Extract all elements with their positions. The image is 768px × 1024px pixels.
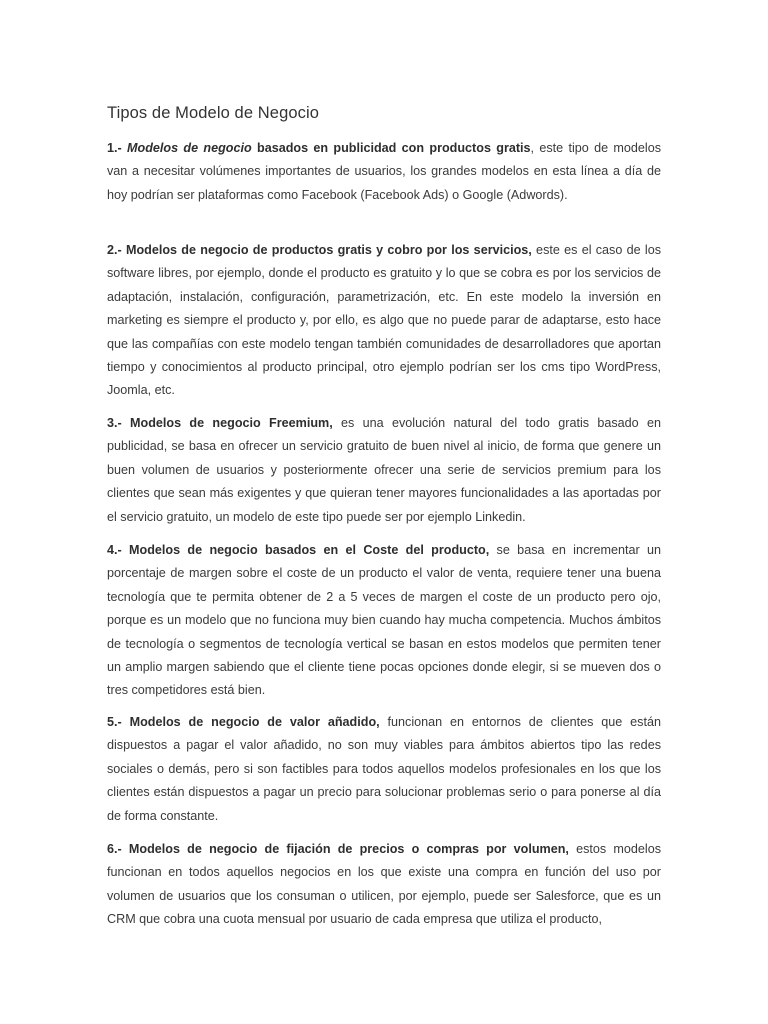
paragraph-4-lead: Modelos de negocio basados en el Coste del producto, xyxy=(129,543,490,557)
paragraph-1-body: , este tipo de modelos van a necesitar volúmenes importantes de usuarios, los grandes modelos en esta línea a día de hoy podrían ser plataformas como Facebook (Facebook Ads) o Google (Adwords). xyxy=(107,141,661,202)
paragraph-3-lead: Modelos de negocio Freemium, xyxy=(130,416,333,430)
paragraph-5-body: funcionan en entornos de clientes que están dispuestos a pagar el valor añadido, no son muy viables para ámbitos abiertos tipo las redes sociales o demás, pero si son factibles para todos aquellos modelos profesionales en los que los clientes están dispuestos a pagar un precio para solucionar problemas serio o para ponerse al día de forma constante. xyxy=(107,715,661,823)
paragraph-5 xyxy=(107,711,661,828)
paragraph-4-body: se basa en incrementar un porcentaje de margen sobre el coste de un producto el valor de venta, requiere tener una buena tecnología que te permita obtener de 2 a 5 veces de margen el coste de un producto pero ojo, porque es un modelo que no funciona muy bien cuando hay mucha competencia. Muchos ámbitos de tecnología o segmentos de tecnología vertical se basan en estos modelos que permiten tener un amplio margen sabiendo que el cliente tiene pocas opciones donde elegir, si se mueven dos o tres competidores está bien. xyxy=(107,543,661,698)
paragraph-4 xyxy=(107,539,661,703)
paragraph-6-number: 6.- xyxy=(107,842,122,856)
paragraph-5-lead: Modelos de negocio de valor añadido, xyxy=(129,715,380,729)
paragraph-1-number: 1.- xyxy=(107,141,122,155)
paragraph-1-lead: basados en publicidad con productos gratis xyxy=(257,141,531,155)
paragraph-1-lead-italic: Modelos de negocio xyxy=(127,141,252,155)
paragraph-6-body: estos modelos funcionan en todos aquellos negocios en los que existe una compra en función del uso por volumen de usuarios que los consuman o utilicen, por ejemplo, puede ser Salesforce, que es un CRM que cobra una cuota mensual por usuario de cada empresa que utiliza el producto, xyxy=(107,842,662,927)
paragraph-3 xyxy=(107,412,661,529)
paragraph-1 xyxy=(107,137,661,207)
paragraph-6 xyxy=(107,838,661,932)
paragraph-3-number: 3.- xyxy=(107,416,122,430)
paragraph-3-body: es una evolución natural del todo gratis basado en publicidad, se basa en ofrecer un servicio gratuito de buen nivel al inicio, de forma que genere un buen volumen de usuarios y posteriormente ofrecer una serie de servicios premium para los clientes que sean más exigentes y que quieran tener mayores funcionalidades a las aportadas por el servicio gratuito, un modelo de este tipo puede ser por ejemplo Linkedin. xyxy=(107,416,662,524)
paragraph-4-number: 4.- xyxy=(107,543,122,557)
paragraph-2-number: 2.- xyxy=(107,243,122,257)
paragraph-2 xyxy=(107,239,661,403)
paragraph-5-number: 5.- xyxy=(107,715,122,729)
paragraph-6-lead: Modelos de negocio de fijación de precios o compras por volumen, xyxy=(128,842,569,856)
paragraph-2-lead: Modelos de negocio de productos gratis y cobro por los servicios, xyxy=(125,243,532,257)
document-title: Tipos de Modelo de Negocio xyxy=(107,104,320,122)
paragraph-2-body: este es el caso de los software libres, por ejemplo, donde el producto es gratuito y lo que se cobra es por los servicios de adaptación, instalación, configuración, parametrización, etc. En este modelo la inversión en marketing es siempre el producto y, por ello, es algo que no puede parar de adaptarse, esto hace que las compañías con este modelo tengan también comunidades de desarrolladores que aportan tiempo y conocimientos al producto principal, otro ejemplo podrían ser los cms tipo WordPress, Joomla, etc. xyxy=(107,243,661,398)
